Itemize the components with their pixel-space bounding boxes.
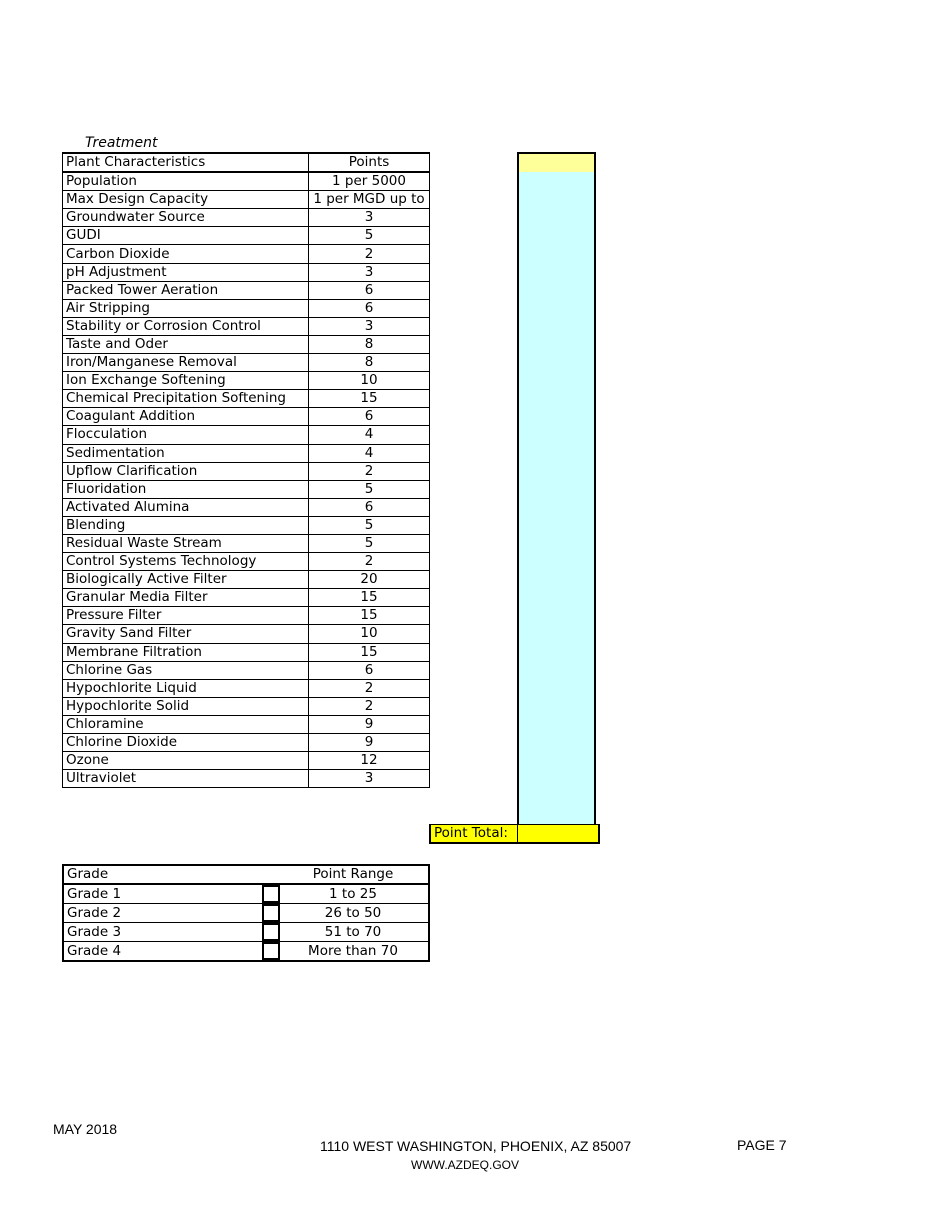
characteristic-points: 8 <box>309 354 430 372</box>
grade-header-row <box>63 865 429 884</box>
characteristic-name: Ozone <box>63 752 309 770</box>
characteristic-points: 6 <box>309 661 430 679</box>
score-entry-column[interactable] <box>517 172 596 824</box>
table-header-row <box>63 153 430 172</box>
characteristic-name: Groundwater Source <box>63 209 309 227</box>
table-row <box>63 245 430 263</box>
characteristic-name: Upflow Clarification <box>63 462 309 480</box>
characteristic-points: 3 <box>309 770 430 788</box>
grade-table <box>62 864 430 962</box>
characteristic-name: Stability or Corrosion Control <box>63 317 309 335</box>
characteristic-name: Packed Tower Aeration <box>63 281 309 299</box>
table-row <box>63 444 430 462</box>
table-row <box>63 770 430 788</box>
table-row <box>63 643 430 661</box>
characteristic-name: Iron/Manganese Removal <box>63 354 309 372</box>
characteristic-name: Ion Exchange Softening <box>63 372 309 390</box>
characteristic-points: 6 <box>309 281 430 299</box>
characteristic-name: Activated Alumina <box>63 498 309 516</box>
table-row <box>63 715 430 733</box>
table-row <box>63 607 430 625</box>
header-checkbox-spacer <box>262 865 278 884</box>
characteristic-points: 6 <box>309 498 430 516</box>
grade-row <box>63 884 429 904</box>
characteristic-points: 1 per MGD up to <box>309 191 430 209</box>
characteristic-points: 5 <box>309 516 430 534</box>
characteristic-name: Membrane Filtration <box>63 643 309 661</box>
characteristic-points: 9 <box>309 734 430 752</box>
grade-name: Grade 1 <box>63 884 262 904</box>
table-row <box>63 661 430 679</box>
grade-row <box>63 923 429 942</box>
characteristic-name: Blending <box>63 516 309 534</box>
characteristic-name: pH Adjustment <box>63 263 309 281</box>
characteristic-name: Fluoridation <box>63 480 309 498</box>
characteristic-name: Pressure Filter <box>63 607 309 625</box>
grade-point-range: 1 to 25 <box>278 884 429 904</box>
characteristic-points: 15 <box>309 607 430 625</box>
footer-date: MAY 2018 <box>53 1121 118 1137</box>
table-row <box>63 354 430 372</box>
characteristic-points: 2 <box>309 679 430 697</box>
characteristic-points: 2 <box>309 553 430 571</box>
table-row <box>63 516 430 534</box>
characteristic-points: 3 <box>309 263 430 281</box>
characteristic-name: Population <box>63 172 309 191</box>
characteristic-name: Chloramine <box>63 715 309 733</box>
characteristic-points: 9 <box>309 715 430 733</box>
characteristic-points: 2 <box>309 245 430 263</box>
grade-row <box>63 904 429 923</box>
characteristic-name: Control Systems Technology <box>63 553 309 571</box>
characteristic-points: 5 <box>309 534 430 552</box>
point-total-cell: Point Total: <box>429 824 600 844</box>
characteristic-points: 5 <box>309 480 430 498</box>
characteristic-name: Hypochlorite Solid <box>63 697 309 715</box>
characteristic-name: Chlorine Gas <box>63 661 309 679</box>
characteristic-name: Biologically Active Filter <box>63 571 309 589</box>
characteristic-points: 20 <box>309 571 430 589</box>
characteristic-points: 3 <box>309 317 430 335</box>
characteristic-points: 6 <box>309 408 430 426</box>
table-row <box>63 191 430 209</box>
characteristic-name: Max Design Capacity <box>63 191 309 209</box>
table-row <box>63 480 430 498</box>
characteristic-points: 3 <box>309 209 430 227</box>
characteristic-points: 1 per 5000 <box>309 172 430 191</box>
grade-name: Grade 2 <box>63 904 262 923</box>
section-title: Treatment <box>85 135 158 151</box>
table-row <box>63 372 430 390</box>
table-row <box>63 317 430 335</box>
footer-page-number: PAGE 7 <box>737 1137 787 1153</box>
table-row <box>63 299 430 317</box>
table-row <box>63 426 430 444</box>
grade-row <box>63 942 429 962</box>
table-row <box>63 335 430 353</box>
grade-point-range: 26 to 50 <box>278 904 429 923</box>
characteristic-points: 10 <box>309 372 430 390</box>
characteristic-name: Ultraviolet <box>63 770 309 788</box>
header-point-range: Point Range <box>278 865 429 884</box>
characteristic-points: 8 <box>309 335 430 353</box>
characteristic-points: 15 <box>309 390 430 408</box>
characteristic-points: 6 <box>309 299 430 317</box>
grade-checkbox-cell <box>262 923 278 942</box>
characteristic-name: GUDI <box>63 227 309 245</box>
characteristic-name: Chemical Precipitation Softening <box>63 390 309 408</box>
table-row <box>63 462 430 480</box>
table-row <box>63 172 430 191</box>
characteristic-points: 10 <box>309 625 430 643</box>
table-row <box>63 263 430 281</box>
score-header-cell[interactable] <box>517 152 596 174</box>
characteristic-name: Sedimentation <box>63 444 309 462</box>
characteristic-name: Chlorine Dioxide <box>63 734 309 752</box>
characteristic-points: 2 <box>309 462 430 480</box>
table-row <box>63 390 430 408</box>
characteristic-name: Gravity Sand Filter <box>63 625 309 643</box>
table-row <box>63 534 430 552</box>
characteristic-points: 12 <box>309 752 430 770</box>
grade-point-range: More than 70 <box>278 942 429 962</box>
characteristic-name: Flocculation <box>63 426 309 444</box>
plant-characteristics-table <box>62 152 430 788</box>
grade-checkbox-cell <box>262 884 278 904</box>
grade-checkbox-cell <box>262 904 278 923</box>
table-row <box>63 734 430 752</box>
characteristic-points: 15 <box>309 643 430 661</box>
characteristic-points: 15 <box>309 589 430 607</box>
characteristic-name: Air Stripping <box>63 299 309 317</box>
table-row <box>63 498 430 516</box>
table-row <box>63 281 430 299</box>
table-row <box>63 209 430 227</box>
table-row <box>63 553 430 571</box>
characteristic-points: 4 <box>309 444 430 462</box>
header-characteristics: Plant Characteristics <box>63 153 309 172</box>
table-row <box>63 625 430 643</box>
footer-address: 1110 WEST WASHINGTON, PHOENIX, AZ 85007 <box>320 1138 632 1154</box>
grade-point-range: 51 to 70 <box>278 923 429 942</box>
header-points: Points <box>309 153 430 172</box>
characteristic-points: 2 <box>309 697 430 715</box>
characteristic-name: Granular Media Filter <box>63 589 309 607</box>
table-row <box>63 679 430 697</box>
characteristic-name: Coagulant Addition <box>63 408 309 426</box>
characteristic-points: 5 <box>309 227 430 245</box>
point-total-divider <box>517 824 518 843</box>
table-row <box>63 697 430 715</box>
table-row <box>63 571 430 589</box>
characteristic-name: Carbon Dioxide <box>63 245 309 263</box>
characteristic-points: 4 <box>309 426 430 444</box>
characteristic-name: Residual Waste Stream <box>63 534 309 552</box>
characteristic-name: Hypochlorite Liquid <box>63 679 309 697</box>
table-row <box>63 408 430 426</box>
header-grade: Grade <box>63 865 262 884</box>
table-row <box>63 227 430 245</box>
grade-checkbox-cell <box>262 942 278 962</box>
grade-name: Grade 4 <box>63 942 262 962</box>
grade-name: Grade 3 <box>63 923 262 942</box>
characteristic-name: Taste and Oder <box>63 335 309 353</box>
table-row <box>63 752 430 770</box>
footer-website: WWW.AZDEQ.GOV <box>411 1158 519 1172</box>
table-row <box>63 589 430 607</box>
